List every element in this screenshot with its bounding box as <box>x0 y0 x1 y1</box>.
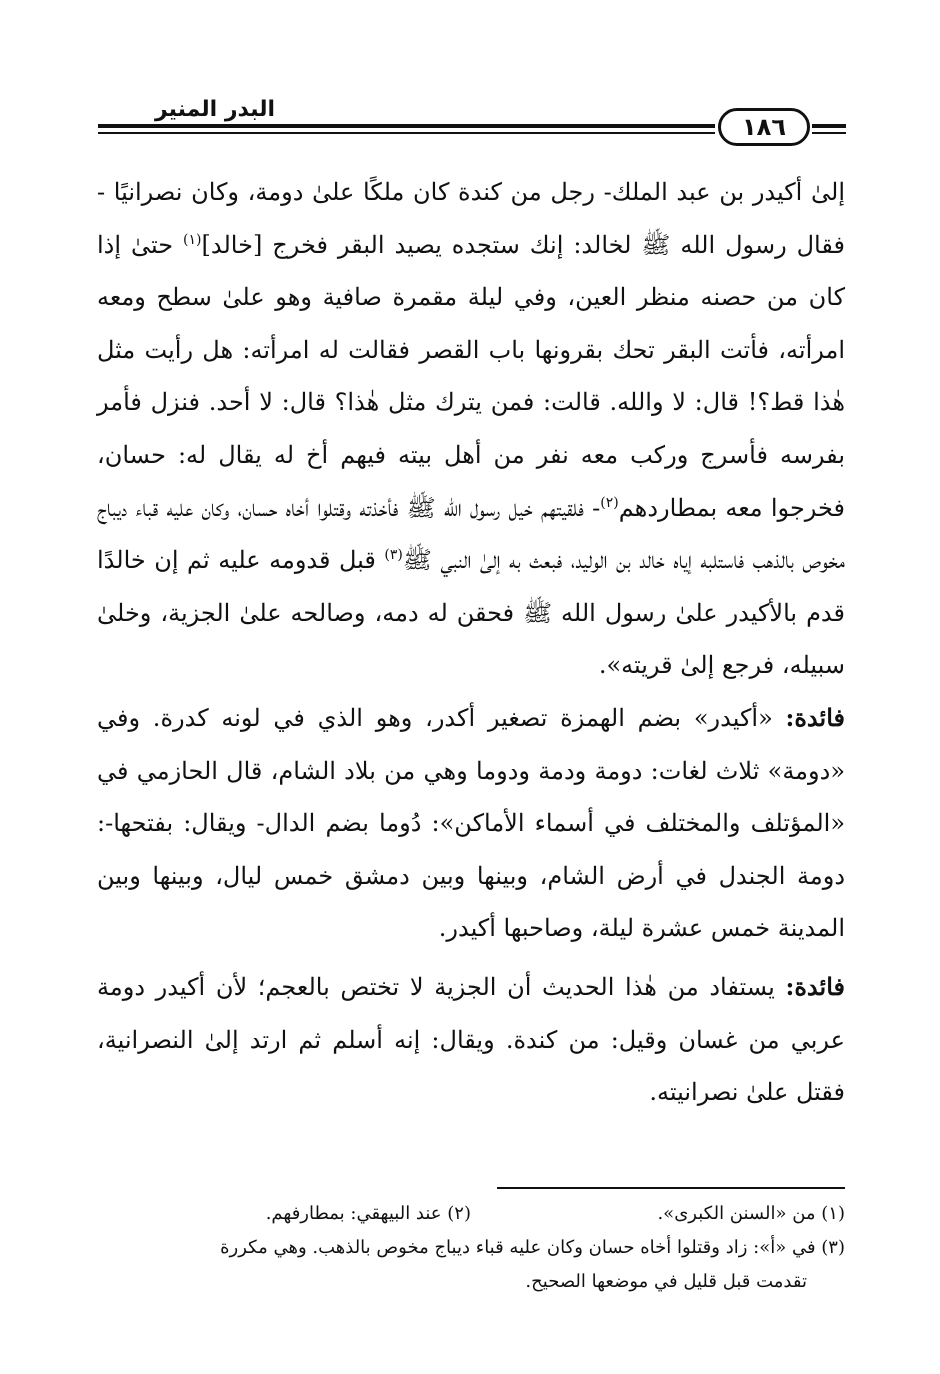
faida-label-2: فائدة: <box>785 971 845 1001</box>
header-rule-thick <box>98 124 715 128</box>
faida-label-1: فائدة: <box>785 702 845 732</box>
body-text <box>97 166 845 1119</box>
footnote-ref-1[interactable]: (١) <box>183 231 202 248</box>
faida-text-1: «أكيدر» بضم الهمزة تصغير أكدر، وهو الذي في لونه كدرة. وفي «دومة» ثلاث لغات: دومة ودمة ودوما وهي من بلاد الشام، قال الحازمي في «المؤتلف والمختلف في أسماء الأماكن»: دُوما بضم الدال- ويقال: بفتحها-: دومة الجندل في أرض الشام، وبينها وبين دمشق خمس ليال، وبينها وبين المدينة خمس عشرة ليلة، وصاحبها أكيدر. <box>97 703 845 943</box>
header-rule-thin <box>98 132 715 134</box>
footnote-2: (٢) عند البيهقي: بمطارفهم. <box>265 1203 471 1224</box>
page-number: ١٨٦ <box>718 108 810 146</box>
faida-text-2: يستفاد من هٰذا الحديث أن الجزية لا تختص بالعجم؛ لأن أكيدر دومة عربي من غسان وقيل: من كندة. ويقال: إنه أسلم ثم ارتد إلىٰ النصرانية، فقتل علىٰ نصرانيته. <box>97 972 845 1107</box>
paragraph-faida-1 <box>97 692 845 955</box>
narration-part-1: إلىٰ أكيدر بن عبد الملك- رجل من كندة كان ملكًا علىٰ دومة، وكان نصرانيًا - فقال رسول الله ﷺ لخالد: إنك ستجده يصيد البقر فخرج [خالد] <box>97 178 845 259</box>
footnote-1: (١) من «السنن الكبرى». <box>657 1203 845 1224</box>
paragraph-narration <box>97 166 845 692</box>
footnote-ref-3[interactable]: (٣) <box>384 547 403 564</box>
footnote-ref-2[interactable]: (٢) <box>600 494 619 511</box>
footnote-row-1-2 <box>97 1197 845 1231</box>
running-header-title: البدر المنير <box>154 97 275 122</box>
narration-part-3: - فلقيتهم خيل رسول الله ﷺ فأخذته وقتلوا أخاه حسان، وكان عليه قباء ديباج مخوص بالذهب فاستلبه إياه خالد بن الوليد، فبعث به إلىٰ النبي ﷺ <box>97 493 846 575</box>
paragraph-faida-2 <box>97 961 845 1119</box>
footnotes <box>97 1197 845 1299</box>
header-rule-right-thick <box>812 124 846 128</box>
narration-part-2: حتىٰ إذا كان من حصنه منظر العين، وفي ليلة مقمرة صافية وهو علىٰ سطح ومعه امرأته، فأتت البقر تحك بقرونها باب القصر فقالت له امرأته: هل رأيت مثل هٰذا قط؟! قال: لا والله. قالت: فمن يترك مثل هٰذا؟ قال: لا أحد. فنزل فأمر بفرسه فأسرج وركب معه نفر من أهل بيته فيهم أخ له يقال له: حسان، فخرجوا معه بمطاردهم <box>97 230 845 522</box>
footnote-3: (٣) في «أ»: زاد وقتلوا أخاه حسان وكان عليه قباء ديباج مخوص بالذهب. وهي مكررة <box>220 1237 845 1258</box>
header-rule-right-thin <box>812 132 846 134</box>
footnote-3-continued: تقدمت قبل قليل في موضعها الصحيح. <box>525 1271 807 1292</box>
narration-part-4: قبل قدومه عليه ثم إن خالدًا قدم بالأكيدر علىٰ رسول الله ﷺ فحقن له دمه، وصالحه علىٰ الجزية، وخلىٰ سبيله، فرجع إلىٰ قريته». <box>97 546 845 680</box>
footnote-separator <box>497 1187 845 1189</box>
